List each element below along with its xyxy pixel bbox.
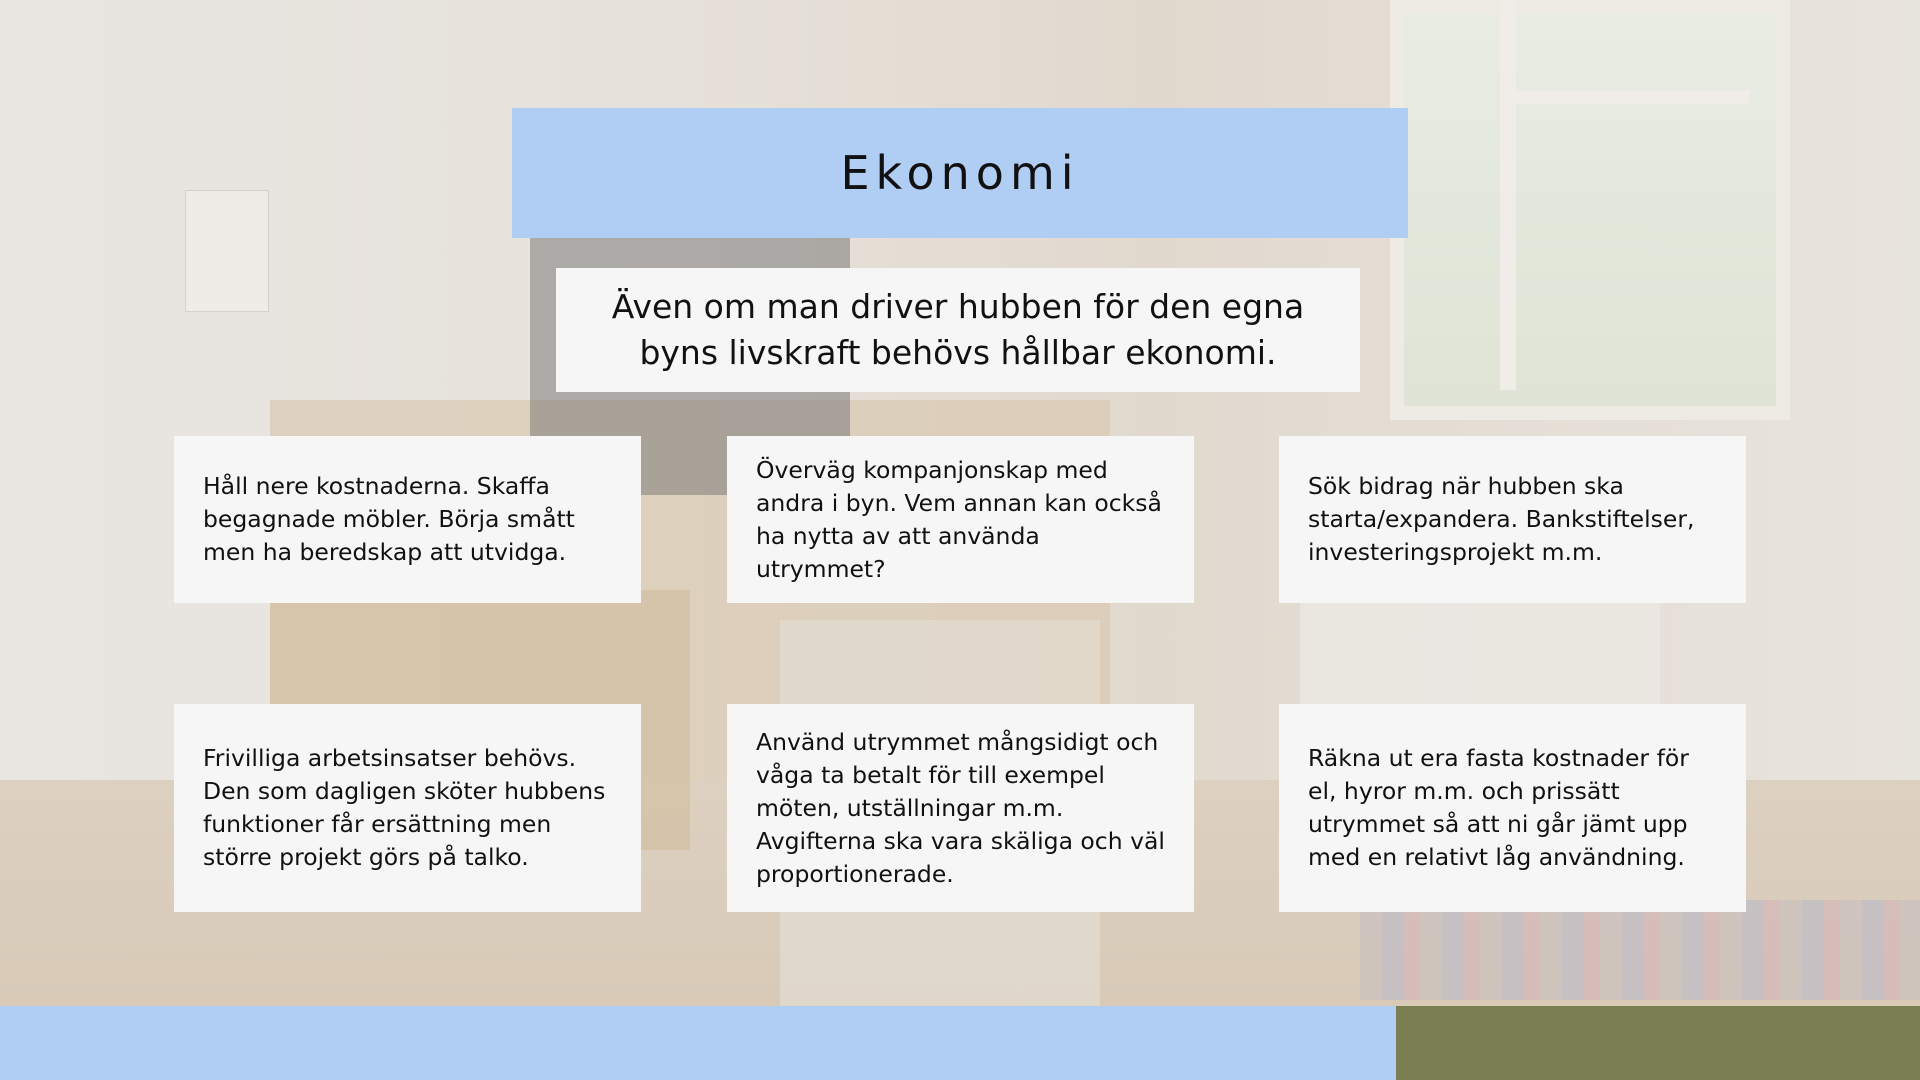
page-title: Ekonomi <box>840 146 1080 200</box>
tip-card-text: Sök bidrag när hubben ska starta/expandera. Bankstiftelser, investeringsprojekt m.m. <box>1308 472 1695 566</box>
background-window-frame-horizontal <box>1500 90 1750 104</box>
tip-card-text: Räkna ut era fasta kostnader för el, hyror m.m. och prissätt utrymmet så att ni går jämt upp med en relativt låg användning. <box>1308 744 1689 871</box>
subtitle-box <box>556 268 1360 392</box>
tip-card-text: Överväg kompanjonskap med andra i byn. Vem annan kan också ha nytta av att använda utrymmet? <box>756 455 1162 583</box>
tip-card-text: Håll nere kostnaderna. Skaffa begagnade möbler. Börja smått men ha beredskap att utvidga. <box>203 472 575 566</box>
background-window <box>1390 0 1790 420</box>
tip-card-text: Använd utrymmet mångsidigt och våga ta betalt för till exempel möten, utställningar m.m. Avgifterna ska vara skäliga och väl proportionerade. <box>756 727 1165 888</box>
title-banner <box>512 108 1408 238</box>
tip-card-text: Frivilliga arbetsinsatser behövs. Den som dagligen sköter hubbens funktioner får ersättning men större projekt görs på talko. <box>203 744 606 871</box>
tip-card-fixed-costs <box>1279 704 1746 912</box>
tip-card-partnership <box>727 436 1194 603</box>
tip-card-volunteers <box>174 704 641 912</box>
tip-card-costs <box>174 436 641 603</box>
footer-bar-green <box>1396 1006 1920 1080</box>
background-window-frame <box>1500 0 1516 390</box>
tip-card-pricing <box>727 704 1194 912</box>
background-rug <box>1360 900 1920 1000</box>
background-light-switch <box>185 190 269 312</box>
tip-card-grants <box>1279 436 1746 603</box>
subtitle-text: Även om man driver hubben för den egna byns livskraft behövs hållbar ekonomi. <box>611 287 1305 372</box>
footer-bar-blue <box>0 1006 1396 1080</box>
